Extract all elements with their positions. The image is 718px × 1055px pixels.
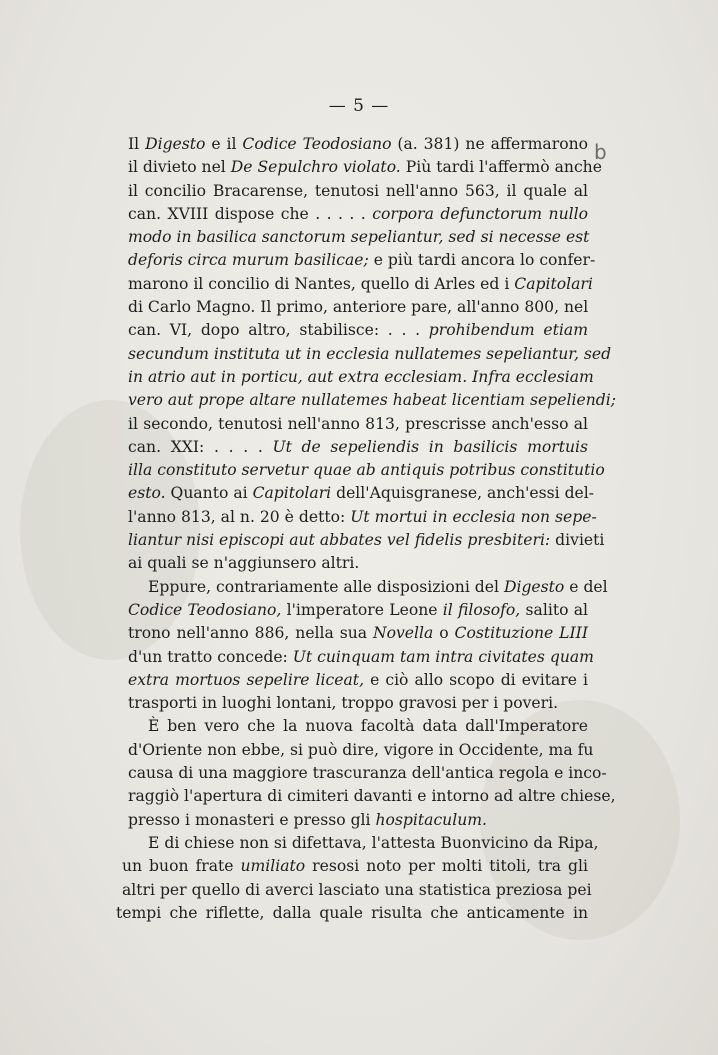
text-run: divieti [550,531,605,550]
italic-text: Novella [372,624,434,643]
text-run: salito al [520,600,589,619]
text-line [116,902,588,925]
margin-mark: b [594,140,607,164]
text-line [128,739,594,762]
text-line [128,692,588,715]
text-line [128,552,588,575]
italic-text: Ut cuinquam tam intra civitates quam [292,647,594,666]
text-run: tempi che riflette, dalla quale risulta che anticamente in [116,903,588,922]
text-line [128,180,588,203]
text-run: o [433,624,455,643]
text-line [128,715,588,738]
text-run: causa di una maggiore trascuranza dell'antica regola e inco- [128,764,607,783]
italic-text: vero aut prope altare nullatemes habeat licentiam sepeliendi; [128,391,616,410]
italic-text: Digesto [145,135,206,153]
text-run: Più tardi l'affermò anche [400,158,602,177]
text-line [128,436,588,459]
text-line [128,506,597,529]
text-run: marono il concilio di Nantes, quello di Arles ed i [128,274,515,293]
text-run: trasporti in luoghi lontani, troppo gravosi per i poveri. [128,694,559,713]
text-run: dell'Aquisgranese, anch'essi del- [331,484,595,503]
paragraph [128,576,608,716]
text-line [128,413,588,436]
text-line [122,879,592,902]
italic-text: illa constituto servetur quae ab antiquis potribus constitutio [128,461,605,480]
body-text [116,133,616,925]
italic-text: hospitaculum. [375,810,488,829]
text-line [128,459,605,482]
text-run: il divieto nel [128,158,231,177]
italic-text: corpora defunctorum nullo [372,204,588,223]
italic-text: Codice Teodosiano [242,135,392,153]
italic-text: Codice Teodosiano, [128,600,282,619]
text-run: l'anno 813, al n. 20 è detto: [128,507,351,526]
text-run: d'Oriente non ebbe, si può dire, vigore in Occidente, ma fu [128,740,594,759]
text-run: un buon frate [122,857,241,876]
text-line [128,226,588,249]
text-line [128,646,594,669]
text-line [122,855,588,878]
italic-text: deforis circa murum basilicae; [128,251,369,270]
italic-text: liantur nisi episcopi aut abbates vel fidelis presbiteri: [128,531,551,550]
text-run: di Carlo Magno. Il primo, anteriore pare, all'anno 800, nel [128,298,589,317]
italic-text: il filosofo, [442,600,521,619]
italic-text: Ut de sepeliendis in basilicis mortuis [272,437,588,456]
italic-text: extra mortuos sepelire liceat, [128,670,365,689]
text-run: can. XVIII dispose che . . . . . [128,204,373,223]
paragraph [128,715,616,831]
text-line [128,249,596,272]
text-run: il concilio Bracarense, tenutosi nell'anno 563, il quale al [128,181,588,200]
page-number: — 5 — [328,96,390,116]
text-line [128,273,593,296]
text-line [128,785,616,808]
text-run: (a. 381) ne affermarono [391,135,589,153]
italic-text: Ut mortui in ecclesia non sepe- [350,507,597,526]
text-run: e più tardi ancora lo confer- [368,251,596,270]
text-line [128,622,588,645]
italic-text: Costituzione LIII [454,624,589,643]
text-run: l'imperatore Leone [281,600,443,619]
text-run: Quanto ai [165,484,253,503]
text-run: Eppure, contrariamente alle disposizioni del [148,577,504,596]
text-line [128,319,588,342]
italic-text: De Sepulchro violato. [230,158,401,177]
italic-text: modo in basilica sanctorum sepeliantur, sed si necesse est [128,228,590,247]
text-line [128,832,599,855]
text-run: il secondo, tenutosi nell'anno 813, prescrisse anch'esso al [128,414,588,433]
text-line [128,156,602,179]
text-run: raggiò l'apertura di cimiteri davanti e intorno ad altre chiese, [128,787,616,806]
text-line [128,669,588,692]
text-run: resosi noto per molti titoli, tra gli [305,857,588,876]
text-line [128,389,616,412]
text-line [128,599,588,622]
text-line [128,809,588,832]
text-run: e del [564,577,608,596]
text-run: can. VI, dopo altro, stabilisce: . . . [128,321,429,340]
italic-text: Capitolari [252,484,332,503]
paragraph [116,832,599,925]
text-run: trono nell'anno 886, nella sua [128,624,373,643]
text-line [128,366,594,389]
italic-text: Capitolari [514,274,593,293]
italic-text: prohibendum etiam [428,321,588,340]
text-line [128,343,612,366]
text-line [128,576,608,599]
italic-text: umiliato [240,857,306,876]
text-run: d'un tratto concede: [128,647,293,666]
paragraph [128,133,616,576]
text-run: ai quali se n'aggiunsero altri. [128,554,360,573]
italic-text: in atrio aut in porticu, aut extra ecclesiam. Infra ecclesiam [128,367,594,386]
text-run: E di chiese non si difettava, l'attesta Buonvicino da Ripa, [148,833,599,852]
italic-text: esto. [128,484,166,503]
text-line [128,296,588,319]
text-run: altri per quello di averci lasciato una statistica preziosa pei [122,880,592,899]
text-line [128,482,595,505]
text-run: can. XXI: . . . . [128,437,273,456]
italic-text: Digesto [503,577,565,596]
text-run: Il [128,135,146,153]
text-run: e ciò allo scopo di evitare i [364,670,588,689]
italic-text: secundum instituta ut in ecclesia nullatemes sepeliantur, sed [128,344,612,363]
text-line [128,133,588,156]
text-run: presso i monasteri e presso gli [128,810,376,829]
text-line [128,203,588,226]
text-run: È ben vero che la nuova facoltà data dall'Imperatore [148,717,588,736]
text-line [128,762,607,785]
text-run: e il [205,135,243,153]
text-line [128,529,605,552]
